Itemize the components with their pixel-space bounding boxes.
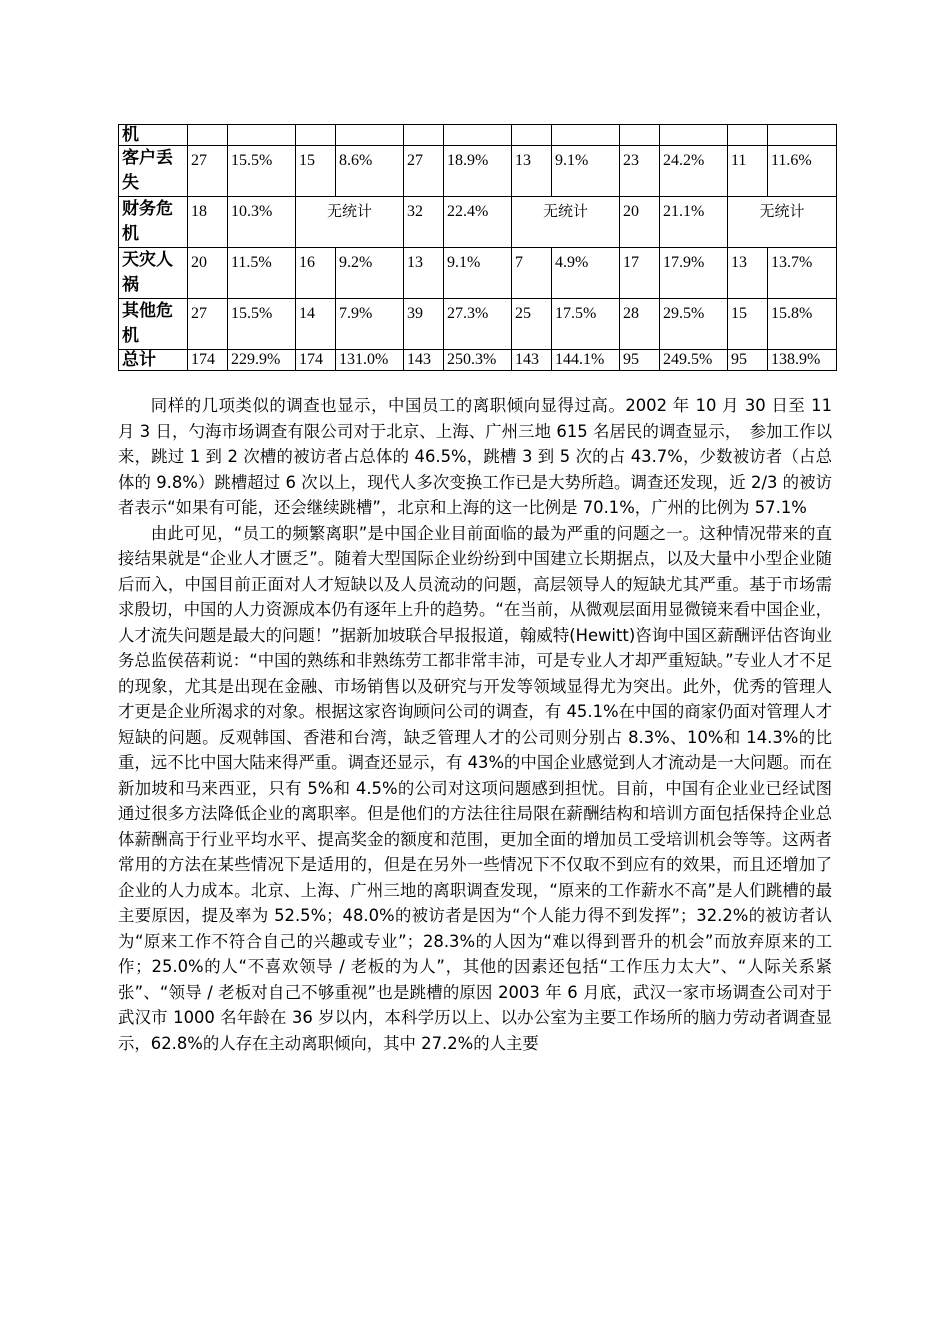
table-cell: 9.1%	[444, 248, 512, 299]
row-label: 机	[119, 125, 188, 146]
table-cell: 174	[296, 350, 336, 371]
table-cell	[728, 125, 768, 146]
table-cell	[336, 125, 404, 146]
table-cell: 28	[620, 299, 660, 350]
table-cell: 11.5%	[228, 248, 296, 299]
table-cell: 18	[188, 197, 228, 248]
table-cell: 13	[512, 146, 552, 197]
table-cell: 7	[512, 248, 552, 299]
table-cell	[660, 125, 728, 146]
row-label: 其他危机	[119, 299, 188, 350]
table-cell: 95	[728, 350, 768, 371]
table-cell	[228, 125, 296, 146]
table-cell: 9.1%	[552, 146, 620, 197]
table-cell: 25	[512, 299, 552, 350]
table-cell: 21.1%	[660, 197, 728, 248]
table-cell: 15	[728, 299, 768, 350]
table-cell: 11.6%	[768, 146, 837, 197]
row-label: 财务危机	[119, 197, 188, 248]
table-cell	[444, 125, 512, 146]
table-cell: 14	[296, 299, 336, 350]
table-cell: 18.9%	[444, 146, 512, 197]
table-cell	[296, 125, 336, 146]
table-cell: 27	[188, 146, 228, 197]
table-cell: 143	[512, 350, 552, 371]
table-cell: 13	[404, 248, 444, 299]
table-cell: 22.4%	[444, 197, 512, 248]
table-cell: 10.3%	[228, 197, 296, 248]
table-cell: 229.9%	[228, 350, 296, 371]
table-cell: 144.1%	[552, 350, 620, 371]
table-row	[119, 125, 837, 146]
no-statistics-cell: 无统计	[512, 197, 620, 248]
table-cell: 29.5%	[660, 299, 728, 350]
table-cell: 138.9%	[768, 350, 837, 371]
table-cell: 27	[404, 146, 444, 197]
no-statistics-cell: 无统计	[296, 197, 404, 248]
paragraph: 由此可见，“员工的频繁离职”是中国企业目前面临的最为严重的问题之一。这种情况带来的直接结果就是“企业人才匮乏”。随着大型国际企业纷纷到中国建立长期据点，以及大量中小型企业随后而入，中国目前正面对人才短缺以及人员流动的问题，高层领导人的短缺尤其严重。基于市场需求殷切，中国的人力资源成本仍有逐年上升的趋势。“在当前，从微观层面用显微镜来看中国企业，人才流失问题是最大的问题！”据新加坡联合早报报道，翰威特(Hewitt)咨询中国区薪酬评估咨询业务总监侯蓓莉说：“中国的熟练和非熟练劳工都非常丰沛，可是专业人才却严重短缺。”专业人才不足的现象，尤其是出现在金融、市场销售以及研究与开发等领域显得尤为突出。此外，优秀的管理人才更是企业所渴求的对象。根据这家咨询顾问公司的调查，有 45.1%在中国的商家仍面对管理人才短缺的问题。反观韩国、香港和台湾，缺乏管理人才的公司则分别占 8.3%、10%和 14.3%的比重，远不比中国大陆来得严重。调查还显示，有 43%的中国企业感觉到人才流动是一大问题。而在新加坡和马来西亚，只有 5%和 4.5%的公司对这项问题感到担忧。目前，中国有企业业已经试图通过很多方法降低企业的离职率。但是他们的方法往往局限在薪酬结构和培训方面包括保持企业总体薪酬高于行业平均水平、提高奖金的额度和范围，更加全面的增加员工受培训机会等等。这两者常用的方法在某些情况下是适用的，但是在另外一些情况下不仅取不到应有的效果，而且还增加了企业的人力成本。北京、上海、广州三地的离职调查发现，“原来的工作薪水不高”是人们跳槽的最主要原因，提及率为 52.5%；48.0%的被访者是因为“个人能力得不到发挥”；32.2%的被访者认为“原来工作不符合自己的兴趣或专业”；28.3%的人因为“难以得到晋升的机会”而放弃原来的工作；25.0%的人“不喜欢领导 / 老板的为人”，其他的因素还包括“工作压力太大”、“人际关系紧张”、“领导 / 老板对自己不够重视”也是跳槽的原因 2003 年 6 月底，武汉一家市场调查公司对于武汉市 1000 名年龄在 36 岁以内，本科学历以上、以办公室为主要工作场所的脑力劳动者调查显示，62.8%的人存在主动离职倾向，其中 27.2%的人主要	[118, 523, 832, 1053]
table-cell	[552, 125, 620, 146]
table-cell: 95	[620, 350, 660, 371]
table-cell: 17	[620, 248, 660, 299]
table-cell: 11	[728, 146, 768, 197]
table-cell: 13	[728, 248, 768, 299]
table-cell	[512, 125, 552, 146]
crisis-statistics-table	[118, 124, 837, 371]
table-cell: 131.0%	[336, 350, 404, 371]
table-cell: 27	[188, 299, 228, 350]
table-row	[119, 197, 837, 248]
table-cell	[620, 125, 660, 146]
table-cell: 15.5%	[228, 146, 296, 197]
table-cell: 7.9%	[336, 299, 404, 350]
table-cell: 250.3%	[444, 350, 512, 371]
table-cell: 17.9%	[660, 248, 728, 299]
table-cell: 24.2%	[660, 146, 728, 197]
table-cell: 15.8%	[768, 299, 837, 350]
table-row	[119, 146, 837, 197]
table-cell: 15.5%	[228, 299, 296, 350]
table-cell: 17.5%	[552, 299, 620, 350]
table-cell: 20	[188, 248, 228, 299]
table-cell: 8.6%	[336, 146, 404, 197]
table-cell: 174	[188, 350, 228, 371]
table-cell: 13.7%	[768, 248, 837, 299]
table-cell	[188, 125, 228, 146]
table-cell: 39	[404, 299, 444, 350]
table-row-total	[119, 350, 837, 371]
table-cell: 16	[296, 248, 336, 299]
row-label: 客户丢失	[119, 146, 188, 197]
table-cell: 23	[620, 146, 660, 197]
table-cell: 4.9%	[552, 248, 620, 299]
row-label: 总计	[119, 350, 188, 371]
table-row	[119, 248, 837, 299]
table-cell: 249.5%	[660, 350, 728, 371]
no-statistics-cell: 无统计	[728, 197, 837, 248]
row-label: 天灾人祸	[119, 248, 188, 299]
table-cell: 9.2%	[336, 248, 404, 299]
article-body	[118, 393, 832, 1056]
table-cell: 143	[404, 350, 444, 371]
table-cell	[768, 125, 837, 146]
table-cell: 20	[620, 197, 660, 248]
table-cell: 32	[404, 197, 444, 248]
table-cell: 15	[296, 146, 336, 197]
table-cell	[404, 125, 444, 146]
table-cell: 27.3%	[444, 299, 512, 350]
table-row	[119, 299, 837, 350]
paragraph: 同样的几项类似的调查也显示，中国员工的离职倾向显得过高。2002 年 10 月 30 日至 11 月 3 日，勺海市场调查有限公司对于北京、上海、广州三地 615 名居民的调查显示， 参加工作以来，跳过 1 到 2 次槽的被访者占总体的 46.5%，跳槽 3 到 5 次的占 43.7%，少数被访者（占总体的 9.8%）跳槽超过 6 次以上，现代人多次变换工作已是大势所趋。调查还发现，近 2/3 的被访者表示“如果有可能，还会继续跳槽”，北京和上海的这一比例是 70.1%，广州的比例为 57.1%	[118, 396, 832, 517]
